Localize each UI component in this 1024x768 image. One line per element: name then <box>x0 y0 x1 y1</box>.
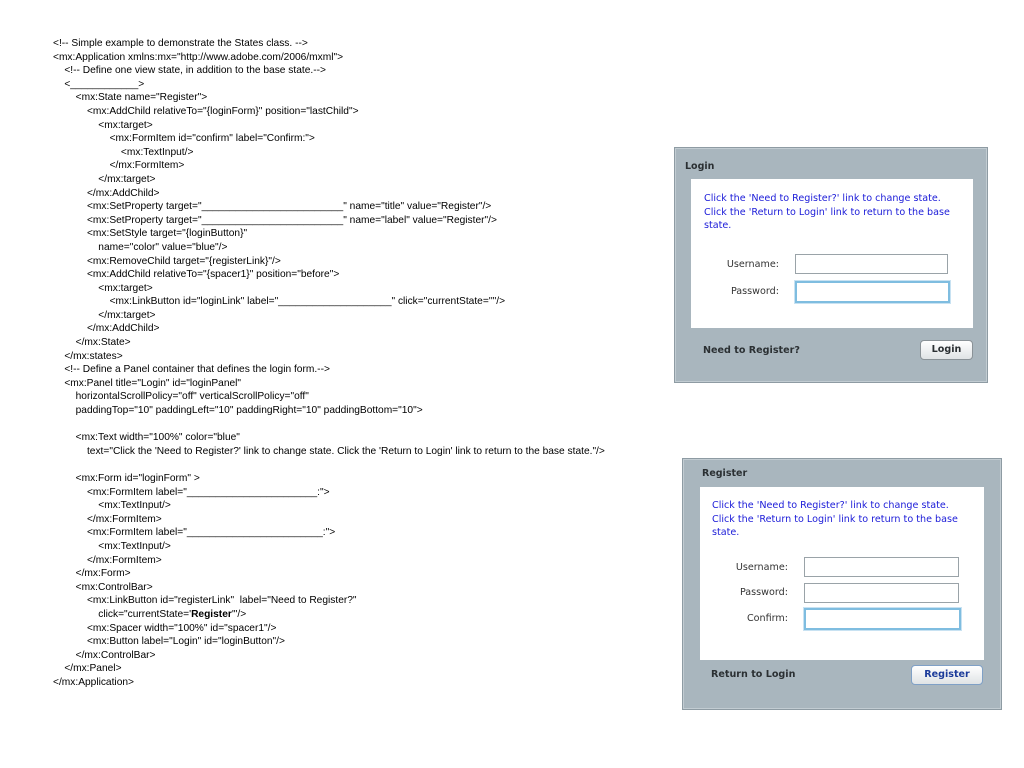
username-label: Username: <box>735 562 788 573</box>
code-line <box>53 418 678 432</box>
instruction-text: Click the 'Need to Register?' link to change state. Click the 'Return to Login' link to return to the base state. <box>704 193 950 231</box>
code-line: <mx:Application xmlns:mx="http://www.adobe.com/2006/mxml"> <box>53 51 344 63</box>
password-label: Password: <box>739 587 788 598</box>
code-line: <!-- Simple example to demonstrate the States class. --> <box>53 38 308 49</box>
confirm-input[interactable] <box>804 608 961 630</box>
username-label: Username: <box>726 259 779 270</box>
panel-content <box>700 487 984 660</box>
code-line-suffix: '"/> <box>231 608 247 620</box>
password-input[interactable] <box>804 583 959 603</box>
code-line: <mx:target> <box>53 282 153 294</box>
code-line: <mx:Panel title="Login" id="loginPanel" <box>53 377 242 389</box>
code-line: <mx:SetProperty target="_________________________" name="label" value="Register"/> <box>53 214 497 226</box>
code-line: <mx:FormItem label="_______________________:"> <box>53 486 330 498</box>
username-input[interactable] <box>795 254 948 274</box>
code-line: <mx:TextInput/> <box>53 146 194 158</box>
password-input[interactable] <box>795 281 950 303</box>
code-line: <mx:Button label="Login" id="loginButton"/> <box>53 636 285 648</box>
code-line: <mx:TextInput/> <box>53 540 171 552</box>
code-line: <!-- Define a Panel container that defines the login form.--> <box>53 364 330 376</box>
code-line: <mx:Spacer width="100%" id="spacer1"/> <box>53 622 277 634</box>
panel-title: Login <box>685 161 715 172</box>
mxml-code-listing <box>53 37 678 690</box>
code-line-bold: Register <box>191 608 232 620</box>
code-line: </mx:AddChild> <box>53 323 160 335</box>
code-line: </mx:FormItem> <box>53 513 162 525</box>
register-panel <box>682 458 1002 710</box>
code-line: <mx:State name="Register"> <box>53 92 208 104</box>
code-line: <!-- Define one view state, in addition to the base state.--> <box>53 65 326 77</box>
code-line: <mx:ControlBar> <box>53 581 153 593</box>
code-line <box>53 458 678 472</box>
confirm-label: Confirm: <box>746 613 788 624</box>
need-to-register-link[interactable]: Need to Register? <box>703 345 800 356</box>
code-line: </mx:Application> <box>53 676 134 688</box>
code-line: </mx:AddChild> <box>53 187 160 199</box>
code-line: <mx:LinkButton id="registerLink" label="Need to Register?" <box>53 595 357 607</box>
code-line: </mx:State> <box>53 337 131 349</box>
code-line: <mx:TextInput/> <box>53 500 171 512</box>
code-line: </mx:FormItem> <box>53 160 185 172</box>
code-line: <mx:LinkButton id="loginLink" label="____________________" click="currentState=''"/> <box>53 296 506 308</box>
code-line: <mx:target> <box>53 119 153 131</box>
code-line: </mx:Form> <box>53 568 131 580</box>
code-line: <mx:FormItem id="confirm" label="Confirm:"> <box>53 133 315 145</box>
code-line <box>53 608 678 622</box>
return-to-login-link[interactable]: Return to Login <box>711 669 796 680</box>
code-line: <____________> <box>53 78 145 90</box>
code-line-prefix: click="currentState=' <box>53 608 192 620</box>
login-panel <box>674 147 988 383</box>
code-line: </mx:states> <box>53 350 123 362</box>
code-line: </mx:ControlBar> <box>53 649 156 661</box>
login-button[interactable]: Login <box>920 340 973 360</box>
panel-title: Register <box>702 468 748 479</box>
code-line: <mx:AddChild relativeTo="{spacer1}" position="before"> <box>53 269 340 281</box>
code-line: </mx:Panel> <box>53 663 122 675</box>
code-line: <mx:SetStyle target="{loginButton}" <box>53 228 248 240</box>
code-line: </mx:target> <box>53 309 156 321</box>
panel-content <box>691 179 973 328</box>
code-line: paddingTop="10" paddingLeft="10" paddingRight="10" paddingBottom="10"> <box>53 405 423 417</box>
register-button[interactable]: Register <box>911 665 983 685</box>
username-input[interactable] <box>804 557 959 577</box>
password-label: Password: <box>730 286 779 297</box>
code-line: <mx:Form id="loginForm" > <box>53 473 200 484</box>
code-line: <mx:SetProperty target="_________________________" name="title" value="Register"/> <box>53 201 492 213</box>
code-line: text="Click the 'Need to Register?' link to change state. Click the 'Return to Login' link to return to the base state."/> <box>53 445 605 457</box>
code-line: <mx:Text width="100%" color="blue" <box>53 432 240 444</box>
code-line: name="color" value="blue"/> <box>53 241 228 253</box>
code-line: </mx:target> <box>53 173 156 185</box>
code-line: <mx:RemoveChild target="{registerLink}"/> <box>53 255 281 267</box>
code-line: </mx:FormItem> <box>53 554 162 566</box>
code-line: <mx:FormItem label="________________________:"> <box>53 527 336 539</box>
instruction-text: Click the 'Need to Register?' link to change state. Click the 'Return to Login' link to return to the base state. <box>712 500 958 538</box>
code-line: <mx:AddChild relativeTo="{loginForm}" position="lastChild"> <box>53 105 359 117</box>
code-line: horizontalScrollPolicy="off" verticalScrollPolicy="off" <box>53 391 309 403</box>
